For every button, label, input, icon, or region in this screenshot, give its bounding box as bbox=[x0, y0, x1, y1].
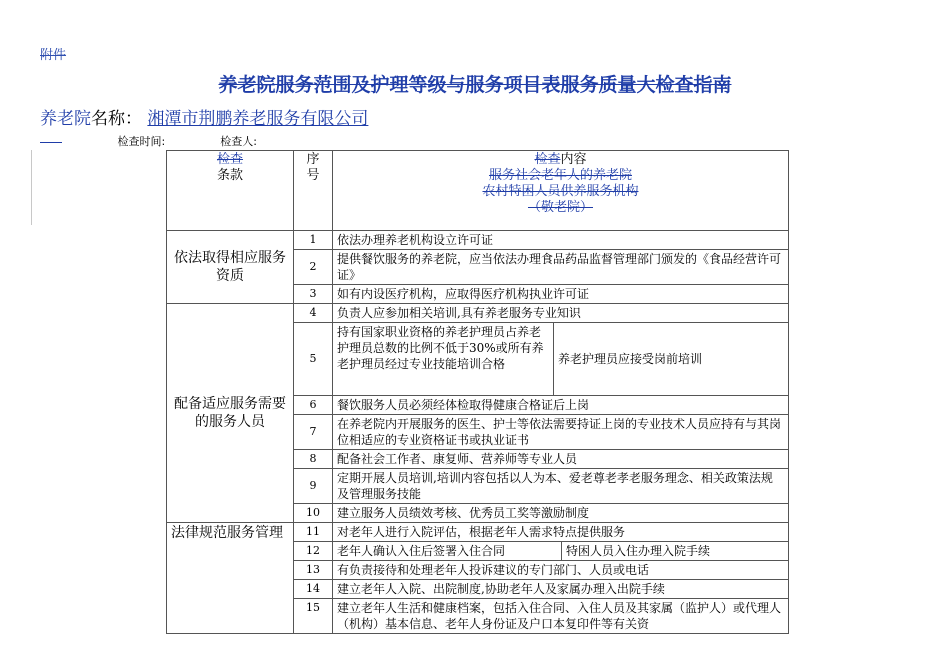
org-name-line bbox=[40, 104, 368, 129]
header-content-4: （敬老院） bbox=[527, 200, 593, 215]
header-content bbox=[333, 151, 789, 231]
header-no-2: 号 bbox=[306, 168, 320, 183]
row-number: 9 bbox=[294, 469, 333, 504]
row-content: 建立服务人员绩效考核、优秀员工奖等激励制度 bbox=[333, 504, 789, 523]
row-content: 负责人应参加相关培训,具有养老服务专业知识 bbox=[333, 304, 789, 323]
row-content: 依法办理养老机构设立许可证 bbox=[333, 231, 789, 250]
table-row bbox=[167, 231, 789, 250]
row-content-right: 特困人员入住办理入院手续 bbox=[566, 544, 711, 558]
inspection-info-line bbox=[40, 133, 257, 149]
inspector-label: 检查人: bbox=[220, 135, 257, 148]
header-clause-2: 条款 bbox=[216, 168, 243, 183]
inspection-table bbox=[166, 150, 789, 634]
underline-mark bbox=[40, 142, 62, 143]
row-content: 餐饮服务人员必须经体检取得健康合格证后上岗 bbox=[333, 396, 789, 415]
org-label: 名称： bbox=[91, 109, 142, 129]
row-number: 5 bbox=[294, 323, 333, 396]
inspect-time-label: 检查时间: bbox=[117, 135, 166, 148]
clause-cell: 依法取得相应服务资质 bbox=[167, 231, 294, 304]
row-content: 有负责接待和处理老年人投诉建议的专门部门、人员或电话 bbox=[333, 561, 789, 580]
table-row bbox=[167, 304, 789, 323]
page-title-text: 养老院服务范围及护理等级与服务项目表服务质量大检查指南 bbox=[218, 74, 732, 96]
row-number: 1 bbox=[294, 231, 333, 250]
org-label-blue: 养老院 bbox=[40, 109, 91, 129]
table-header-row bbox=[167, 151, 789, 231]
row-content: 对老年人进行入院评估，根据老年人需求特点提供服务 bbox=[333, 523, 789, 542]
row-number: 8 bbox=[294, 450, 333, 469]
row-content: 建立老年人入院、出院制度,协助老年人及家属办理入出院手续 bbox=[333, 580, 789, 599]
row-number: 12 bbox=[294, 542, 333, 561]
row-content: 定期开展人员培训,培训内容包括以人为本、爱老尊老孝老服务理念、相关政策法规及管理服务技能 bbox=[333, 469, 789, 504]
row-number: 15 bbox=[294, 599, 333, 634]
row-content-right: 养老护理员应接受岗前培训 bbox=[558, 352, 703, 366]
row-number: 3 bbox=[294, 285, 333, 304]
row-number: 14 bbox=[294, 580, 333, 599]
row-content-split bbox=[333, 542, 789, 561]
header-clause-1: 检查 bbox=[216, 152, 243, 167]
header-no bbox=[294, 151, 333, 231]
row-content: 如有内设医疗机构，应取得医疗机构执业许可证 bbox=[333, 285, 789, 304]
row-number: 10 bbox=[294, 504, 333, 523]
row-content: 提供餐饮服务的养老院，应当依法办理食品药品监督管理部门颁发的《食品经营许可证》 bbox=[333, 250, 789, 285]
header-content-3: 农村特困人员供养服务机构 bbox=[482, 184, 639, 199]
row-content: 配备社会工作者、康复师、营养师等专业人员 bbox=[333, 450, 789, 469]
table-row bbox=[167, 523, 789, 542]
row-content: 老年人确认入住后签署入住合同 bbox=[333, 542, 562, 560]
row-content: 持有国家职业资格的养老护理员占养老护理员总数的比例不低于30%或所有养老护理员经过专业技能培训合格 bbox=[333, 323, 554, 395]
page-title bbox=[0, 70, 950, 97]
row-number: 4 bbox=[294, 304, 333, 323]
row-number: 7 bbox=[294, 415, 333, 450]
attachment-label: 附件 bbox=[40, 48, 67, 63]
row-content: 建立老年人生活和健康档案，包括入住合同、入住人员及其家属（监护人）或代理人（机构）基本信息、老年人身份证及户口本复印件等有关资 bbox=[333, 599, 789, 634]
header-content-1a: 检查 bbox=[534, 152, 561, 167]
header-content-1b: 内容 bbox=[560, 152, 587, 167]
row-number: 6 bbox=[294, 396, 333, 415]
header-no-1: 序 bbox=[306, 152, 320, 167]
row-number: 11 bbox=[294, 523, 333, 542]
clause-cell: 法律规范服务管理 bbox=[167, 523, 294, 634]
clause-cell: 配备适应服务需要的服务人员 bbox=[167, 304, 294, 523]
header-content-2: 服务社会老年人的养老院 bbox=[488, 168, 632, 183]
row-content-split bbox=[333, 323, 789, 396]
header-clause bbox=[167, 151, 294, 231]
row-number: 13 bbox=[294, 561, 333, 580]
row-number: 2 bbox=[294, 250, 333, 285]
margin-guide-line bbox=[31, 150, 32, 225]
org-name: 湘潭市荆鹏养老服务有限公司 bbox=[147, 109, 369, 129]
row-content: 在养老院内开展服务的医生、护士等依法需要持证上岗的专业技术人员应持有与其岗位相适应的专业资格证书或执业证书 bbox=[333, 415, 789, 450]
